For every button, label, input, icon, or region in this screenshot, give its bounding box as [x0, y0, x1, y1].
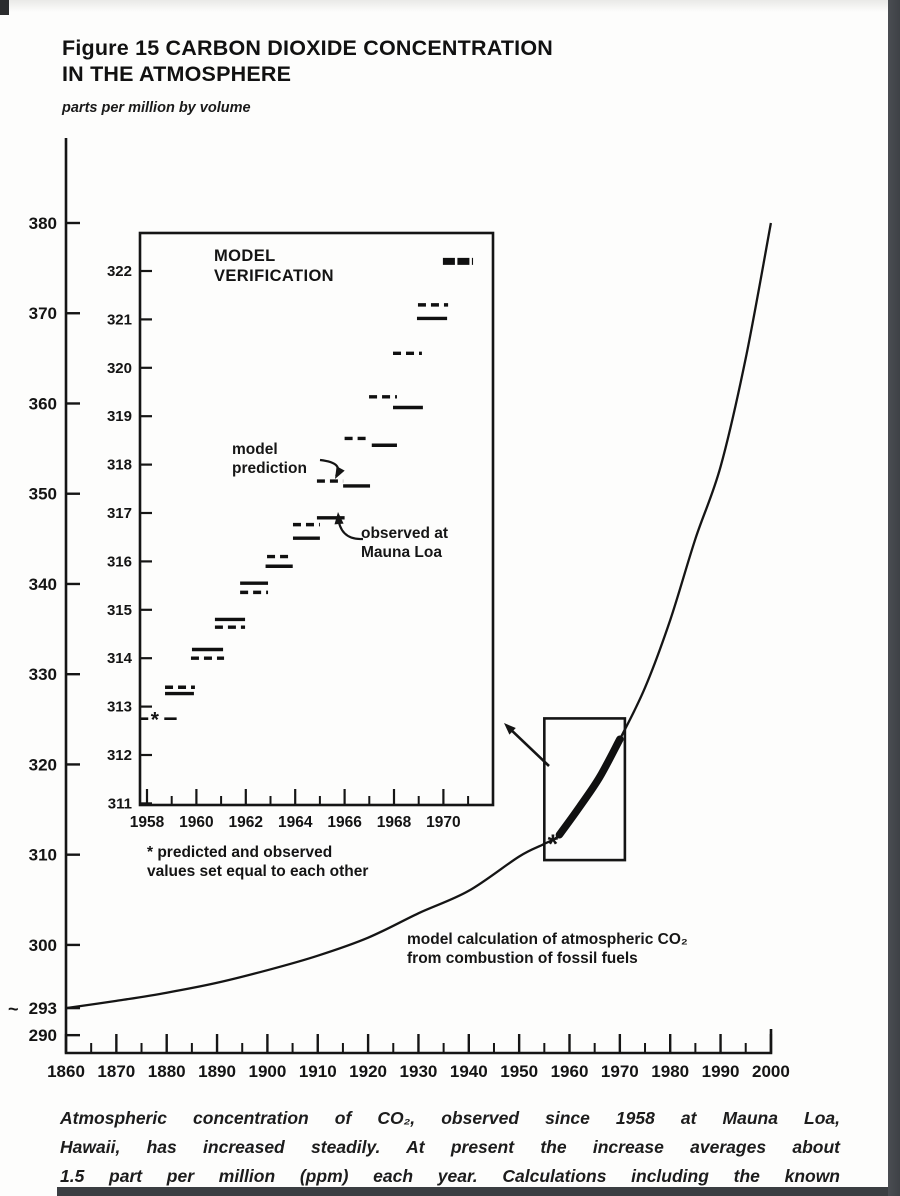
curve-label: model calculation of atmospheric CO₂ from combustion of fossil fuels: [407, 931, 688, 967]
svg-text:318: 318: [106, 456, 132, 474]
svg-text:321: 321: [106, 311, 132, 329]
svg-text:380: 380: [28, 214, 57, 233]
main-y-ticks: [8, 214, 80, 1045]
svg-text:1962: 1962: [228, 814, 264, 831]
figure-title-line2: IN THE ATMOSPHERE: [62, 62, 292, 86]
svg-text:360: 360: [28, 394, 57, 414]
model-prediction-label: model prediction: [232, 441, 307, 477]
observed-segment: [548, 739, 620, 859]
svg-text:1890: 1890: [198, 1062, 236, 1081]
figure-title-line1: Figure 15 CARBON DIOXIDE CONCENTRATION: [62, 36, 553, 60]
svg-text:1970: 1970: [600, 1062, 639, 1081]
inset-title-line1: MODEL: [214, 247, 276, 265]
main-axes: [66, 138, 771, 1053]
svg-text:1910: 1910: [298, 1062, 337, 1081]
svg-text:330: 330: [28, 665, 57, 685]
svg-text:1960: 1960: [550, 1062, 589, 1081]
svg-text:1964: 1964: [277, 814, 313, 831]
caption: [60, 1104, 840, 1191]
svg-text:1860: 1860: [47, 1062, 85, 1081]
caption-line3: 1.5 part per million (ppm) each year. Calculations including the known: [60, 1166, 840, 1186]
svg-text:1960: 1960: [179, 814, 214, 831]
svg-text:1920: 1920: [349, 1062, 388, 1081]
svg-text:1950: 1950: [500, 1062, 539, 1081]
svg-text:320: 320: [106, 359, 132, 377]
svg-text:300: 300: [28, 935, 57, 955]
svg-text:1980: 1980: [651, 1062, 690, 1081]
main-x-ticks: [47, 1034, 790, 1081]
model-curve: [66, 223, 771, 1008]
svg-text:*: *: [150, 708, 159, 732]
svg-text:1966: 1966: [327, 814, 362, 831]
scan-bottom-bar: [57, 1187, 888, 1196]
observed-arrow: [335, 512, 364, 539]
svg-text:370: 370: [28, 304, 57, 324]
svg-text:~: ~: [8, 999, 19, 1020]
svg-text:1900: 1900: [248, 1062, 287, 1081]
svg-text:316: 316: [106, 553, 132, 571]
svg-text:1990: 1990: [701, 1062, 740, 1081]
svg-text:310: 310: [28, 845, 57, 865]
svg-text:1870: 1870: [97, 1062, 136, 1081]
inset-y-ticks: [107, 263, 152, 812]
svg-text:322: 322: [106, 263, 132, 280]
svg-text:317: 317: [106, 505, 132, 522]
inset-title-line2: VERIFICATION: [214, 267, 334, 285]
svg-text:1970: 1970: [426, 814, 461, 831]
svg-text:290: 290: [28, 1026, 57, 1046]
prediction-arrow: [320, 460, 345, 479]
svg-text:1930: 1930: [399, 1062, 438, 1081]
inset-x-ticks: [130, 789, 468, 831]
svg-text:312: 312: [106, 747, 132, 764]
svg-text:311: 311: [107, 795, 132, 813]
svg-text:320: 320: [28, 755, 57, 775]
caption-line2: Hawaii, has increased steadily. At present the increase averages about: [60, 1137, 840, 1157]
svg-text:293: 293: [28, 999, 57, 1019]
svg-text:314: 314: [106, 650, 132, 668]
svg-text:350: 350: [28, 484, 57, 504]
observed-label: observed at Mauna Loa: [361, 525, 449, 561]
svg-text:1958: 1958: [129, 814, 165, 831]
scan-gutter-bar: [888, 0, 900, 1196]
svg-text:313: 313: [106, 698, 132, 716]
inset-segments: [141, 261, 473, 731]
svg-text:315: 315: [106, 601, 132, 619]
svg-text:340: 340: [28, 574, 57, 594]
svg-text:319: 319: [106, 408, 132, 426]
inset-footnote: * predicted and observed values set equal to each other: [147, 844, 369, 880]
svg-text:1968: 1968: [376, 814, 412, 831]
svg-text:1940: 1940: [449, 1062, 488, 1081]
svg-text:2000: 2000: [751, 1062, 790, 1081]
caption-line1: Atmospheric concentration of CO₂, observed since 1958 at Mauna Loa,: [60, 1108, 840, 1128]
zoom-arrow: [504, 723, 549, 766]
units-label: parts per million by volume: [62, 100, 251, 116]
svg-text:*: *: [547, 829, 559, 860]
inset-title: [214, 246, 334, 286]
svg-text:1880: 1880: [147, 1062, 186, 1081]
